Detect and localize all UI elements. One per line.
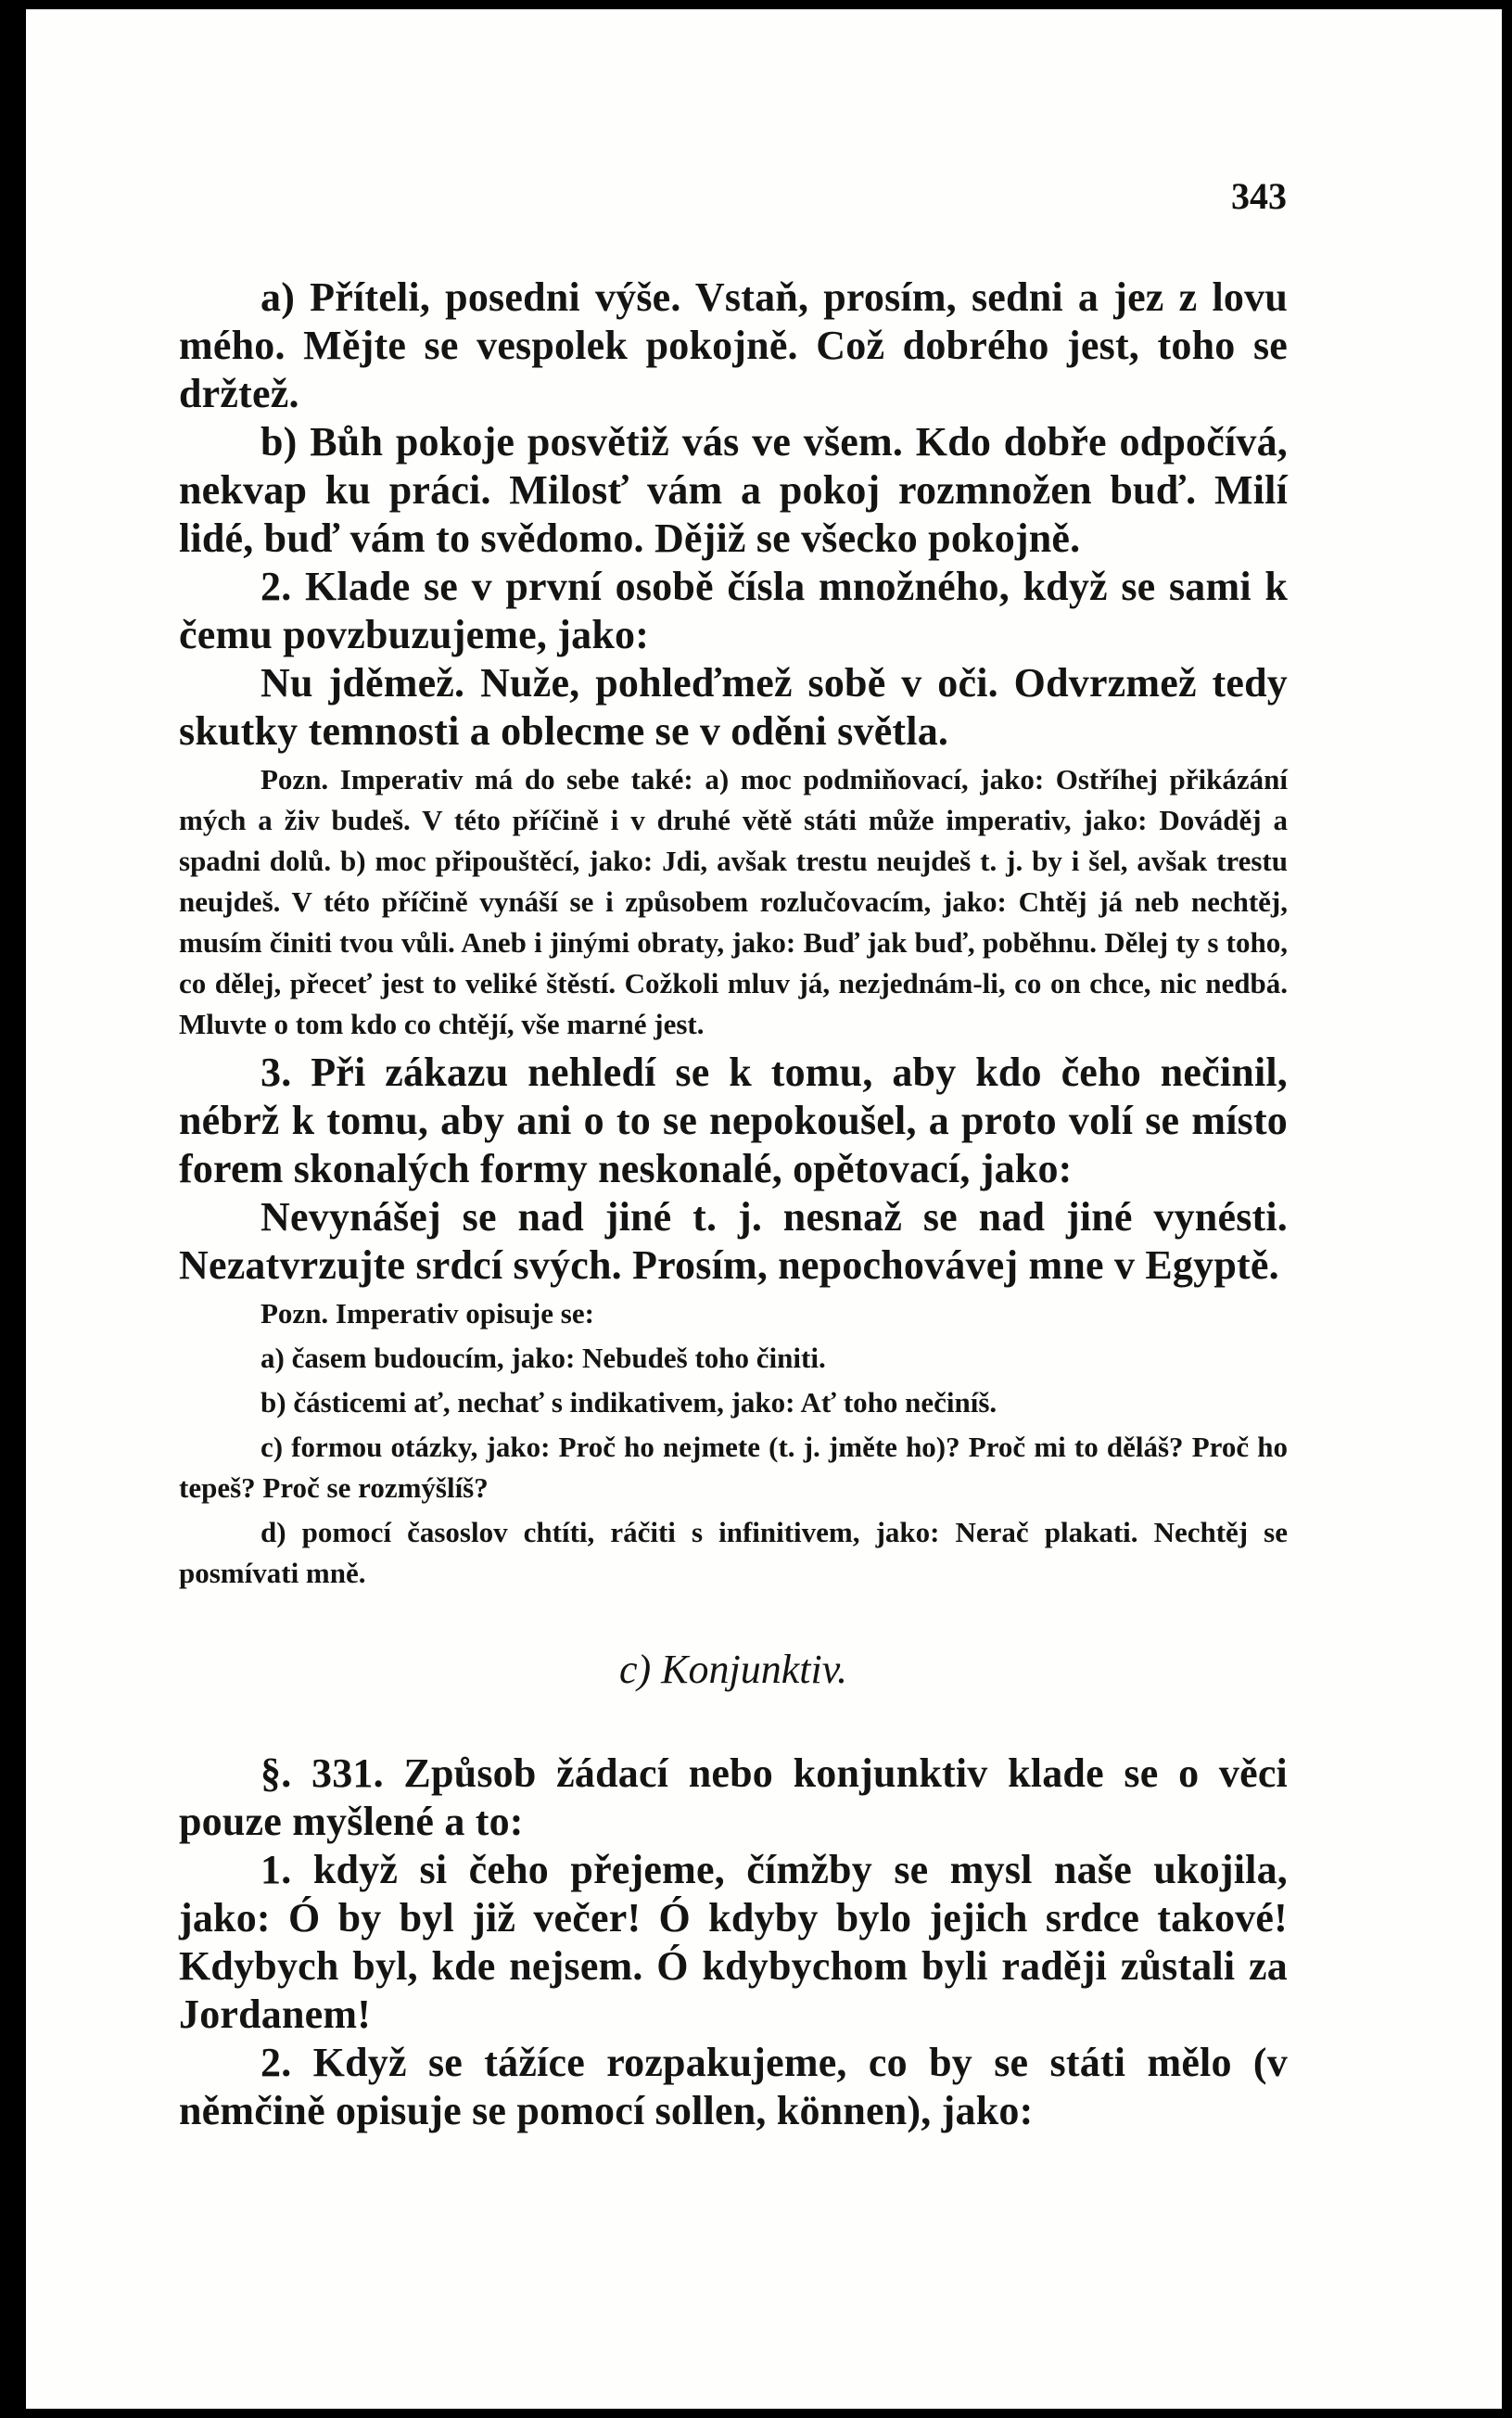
section-331: §. 331. Způsob žádací nebo konjunktiv klade se o věci pouze myšlené a to: — [179, 1750, 1288, 1844]
section-331-item-2: 2. Když se tážíce rozpakujeme, co by se státi mělo (v němčině opisuje se pomocí sollen, können), jako: — [179, 2040, 1288, 2133]
book-page — [26, 9, 1502, 2409]
section-heading-konjunktiv: c) Konjunktiv. — [619, 1647, 847, 1692]
note-2-b: b) částicemi ať, nechať s indikativem, jako: Ať toho nečiníš. — [260, 1386, 997, 1419]
paragraph-2-example: Nu jděmež. Nuže, pohleďmež sobě v oči. Odvrzmež tedy skutky temnosti a oblecme se v oděni světla. — [179, 660, 1288, 754]
section-331-item-1: 1. když si čeho přejeme, čímžby se mysl naše ukojila, jako: Ó by byl již večer! Ó kdyby bylo jejich srdce takové! Kdybych byl, kde nejsem. Ó kdybychom byli raději zůstali za Jordanem! — [179, 1847, 1288, 2037]
paragraph-b: b) Bůh pokoje posvětiž vás ve všem. Kdo dobře odpočívá, nekvap ku práci. Milosť vám a pokoj rozmnožen buď. Milí lidé, buď vám to svědomo. Dějiž se všecko pokojně. — [179, 419, 1288, 561]
note-2-a: a) časem budoucím, jako: Nebudeš toho činiti. — [260, 1342, 826, 1374]
note-2-d: d) pomocí časoslov chtíti, ráčiti s infinitivem, jako: Nerač plakati. Nechtěj se posmívati mně. — [179, 1516, 1288, 1589]
page-number: 343 — [1231, 175, 1287, 217]
note-2-heading: Pozn. Imperativ opisuje se: — [260, 1297, 594, 1330]
page-body — [179, 274, 1288, 2135]
note-imperative: Pozn. Imperativ má do sebe také: a) moc podmiňovací, jako: Ostříhej přikázání mých a živ budeš. V této příčině i v druhé větě státi může imperativ, jako: Dováděj a spadni dolů. b) moc připouštěcí, jako: Jdi, avšak trestu neujdeš t. j. by i šel, avšak trestu neujdeš. V této příčině vynáší se i způsobem rozlučovacím, jako: Chtěj já neb nechtěj, musím činiti tvou vůli. Aneb i jinými obraty, jako: Buď jak buď, poběhnu. Dělej ty s toho, co dělej, přeceť jest to veliké štěstí. Cožkoli mluv já, nezjednám-li, co on chce, nic nedbá. Mluvte o tom kdo co chtějí, vše marné jest. — [179, 763, 1288, 1040]
note-2-c: c) formou otázky, jako: Proč ho nejmete (t. j. jměte ho)? Proč mi to děláš? Proč ho tepeš? Proč se rozmýšlíš? — [179, 1431, 1288, 1504]
paragraph-3-example: Nevynášej se nad jiné t. j. nesnaž se nad jiné vynésti. Nezatvrzujte srdcí svých. Prosím, nepochovávej mne v Egyptě. — [179, 1194, 1288, 1288]
paragraph-3: 3. Při zákazu nehledí se k tomu, aby kdo čeho nečinil, nébrž k tomu, aby ani o to se nepokoušel, a proto volí se místo forem skonalých formy neskonalé, opětovací, jako: — [179, 1050, 1288, 1191]
paragraph-2: 2. Klade se v první osobě čísla množného, když se sami k čemu povzbuzujeme, jako: — [179, 564, 1288, 657]
paragraph-a: a) Příteli, posedni výše. Vstaň, prosím, sedni a jez z lovu mého. Mějte se vespolek pokojně. Což dobrého jest, toho se držtež. — [179, 274, 1288, 416]
